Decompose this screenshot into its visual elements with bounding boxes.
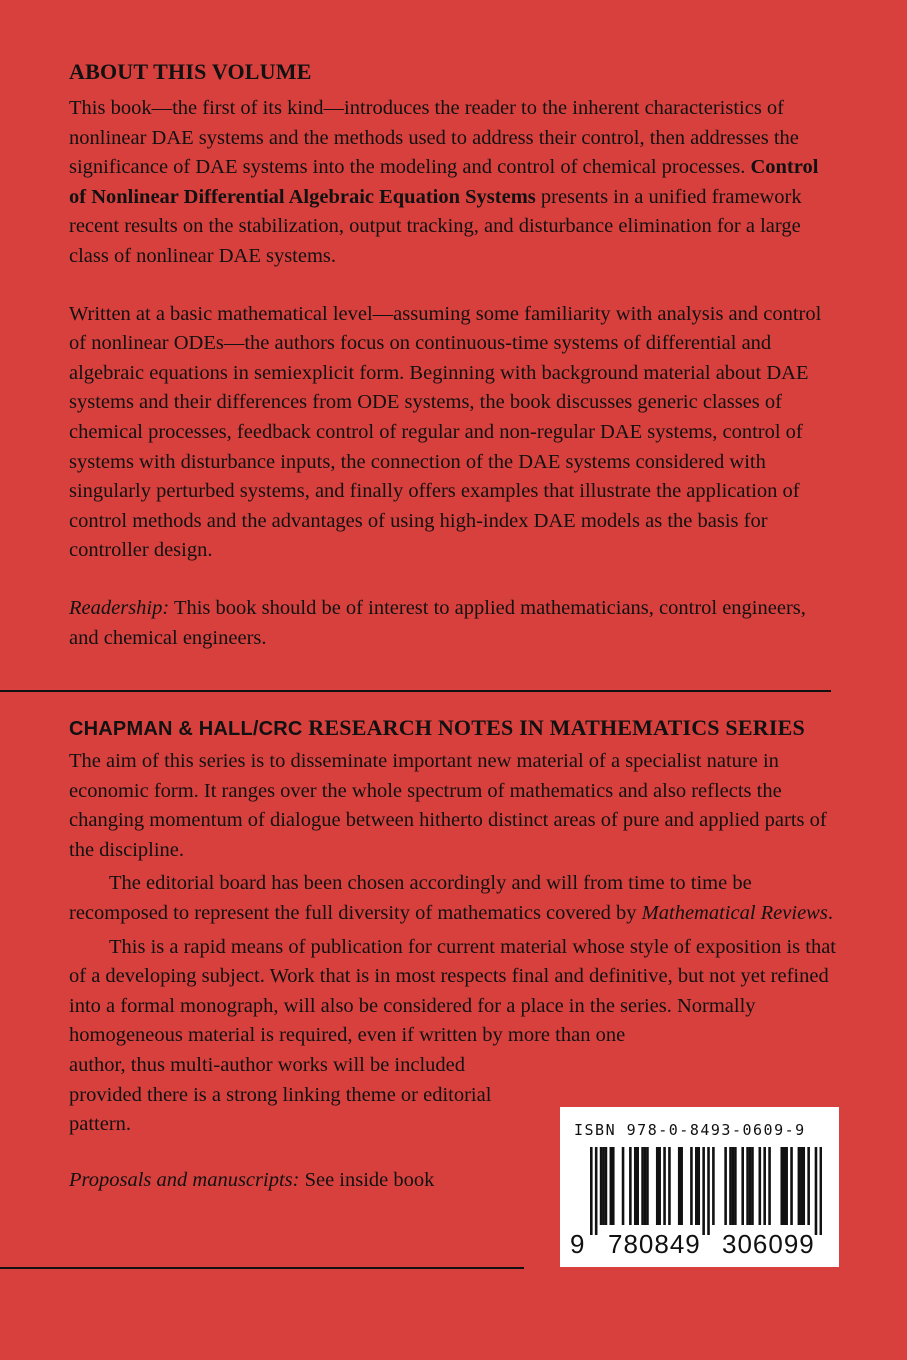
barcode-graphic: [590, 1147, 822, 1235]
barcode-bar: [678, 1147, 681, 1225]
barcode-bar: [646, 1147, 649, 1225]
series-paragraph-3: This is a rapid means of publication for current material whose style of exposition is that of a developing subject. Work that is in most respects final and definitive, but not yet refined into a formal monograph, will also be considered for a place in the series. Normally homogeneous material is required, even if written by more than one: [69, 935, 836, 1047]
barcode-bar: [658, 1147, 661, 1225]
isbn-label: ISBN 978-0-8493-0609-9: [574, 1121, 806, 1139]
barcode-bar: [712, 1147, 715, 1225]
barcode-bar: [749, 1147, 752, 1225]
barcode-bar: [763, 1147, 766, 1225]
proposals-label: Proposals and manuscripts:: [69, 1168, 300, 1191]
barcode-bar: [629, 1147, 632, 1225]
barcode-bar: [590, 1147, 593, 1235]
series-paragraph-1: The aim of this series is to disseminate important new material of a specialist nature in economic form. It ranges over the whole spectrum of mathematics and also reflects the changing momentum of dialogue between hitherto distinct areas of pure and applied parts of the discipline.: [69, 750, 827, 861]
series-heading: CHAPMAN & HALL/CRC RESEARCH NOTES IN MATHEMATICS SERIES: [69, 715, 805, 740]
barcode-bar: [612, 1147, 615, 1225]
barcode-bar: [734, 1147, 737, 1225]
barcode-bar: [780, 1147, 783, 1225]
barcode-bar: [741, 1147, 744, 1225]
about-paragraph-1: This book—the first of its kind—introduces the reader to the inherent characteristics of nonlinear DAE systems and the methods used to address their control, then addresses the significance of DAE systems into the modeling and control of chemical processes. Control of Nonlinear Differential Algebraic Equation Systems presents in a unified framework recent results on the stabilization, output tracking, and disturbance elimination for a large class of nonlinear DAE systems.: [69, 97, 819, 267]
barcode-bar: [798, 1147, 801, 1225]
series-paragraph-2: The editorial board has been chosen accordingly and will from time to time be recomposed to represent the full diversity of mathematics covered by Mathematical Reviews.: [69, 872, 833, 924]
isbn-digits-right: 306099: [722, 1229, 815, 1259]
barcode-bar: [605, 1147, 608, 1225]
barcode-bar: [636, 1147, 639, 1225]
barcode-bar: [802, 1147, 805, 1225]
barcode-bar: [724, 1147, 727, 1225]
mathematical-reviews: Mathematical Reviews: [641, 901, 828, 924]
barcode-bar: [610, 1147, 613, 1225]
barcode-bar: [702, 1147, 705, 1235]
barcode-bar: [800, 1147, 803, 1225]
isbn-barcode-box: [560, 1107, 839, 1267]
about-section: [69, 58, 838, 653]
barcode-bar: [783, 1147, 786, 1225]
barcode-bar: [695, 1147, 698, 1225]
barcode-bar: [634, 1147, 637, 1225]
barcode-bar: [759, 1147, 762, 1225]
barcode-bar: [622, 1147, 625, 1225]
series-paragraph-3-continued: author, thus multi-author works will be included provided there is a strong linking theme or editorial pattern.: [69, 1053, 492, 1136]
barcode-bar: [732, 1147, 735, 1225]
barcode-bar: [595, 1147, 598, 1235]
barcode-bar: [807, 1147, 810, 1225]
barcode-bar: [729, 1147, 732, 1225]
about-heading: ABOUT THIS VOLUME: [69, 59, 312, 84]
barcode-bar: [820, 1147, 822, 1235]
about-paragraph-2: Written at a basic mathematical level—assuming some familiarity with analysis and control of nonlinear ODEs—the authors focus on continuous-time systems of differential and algebraic equations in semiexplicit form. Beginning with background material about DAE systems and their differences from ODE systems, the book discusses generic classes of chemical processes, feedback control of regular and non-regular DAE systems, control of systems with disturbance inputs, the connection of the DAE systems considered with singularly perturbed systems, and finally offers examples that illustrate the application of control methods and the advantages of using high-index DAE models as the basis for controller design.: [69, 302, 822, 562]
barcode-bar: [785, 1147, 788, 1225]
barcode-bar: [602, 1147, 605, 1225]
divider-rule-top: [0, 690, 831, 692]
barcode-bar: [790, 1147, 793, 1225]
divider-rule-bottom: [0, 1267, 524, 1269]
barcode-bar: [680, 1147, 683, 1225]
barcode-bar: [663, 1147, 666, 1225]
barcode-bar: [600, 1147, 603, 1225]
readership-paragraph: Readership: This book should be of interest to applied mathematicians, control engineers, and chemical engineers.: [69, 596, 806, 649]
barcode-bar: [641, 1147, 644, 1225]
barcode-bar: [815, 1147, 818, 1235]
barcode-bar: [707, 1147, 710, 1235]
barcode-bar: [751, 1147, 754, 1225]
book-title: Control of Nonlinear Differential Algebraic Equation Systems: [69, 156, 819, 208]
barcode-bar: [668, 1147, 671, 1225]
proposals-paragraph: Proposals and manuscripts: See inside book: [69, 1168, 435, 1191]
barcode-bar: [690, 1147, 693, 1225]
barcode-bar: [746, 1147, 749, 1225]
readership-label: Readership:: [69, 596, 170, 619]
barcode-bar: [768, 1147, 771, 1225]
barcode-bar: [697, 1147, 700, 1225]
barcode-bar: [644, 1147, 647, 1225]
isbn-digits-left: 780849: [608, 1229, 701, 1259]
isbn-digit-first: 9: [570, 1229, 585, 1259]
barcode-bar: [656, 1147, 659, 1225]
